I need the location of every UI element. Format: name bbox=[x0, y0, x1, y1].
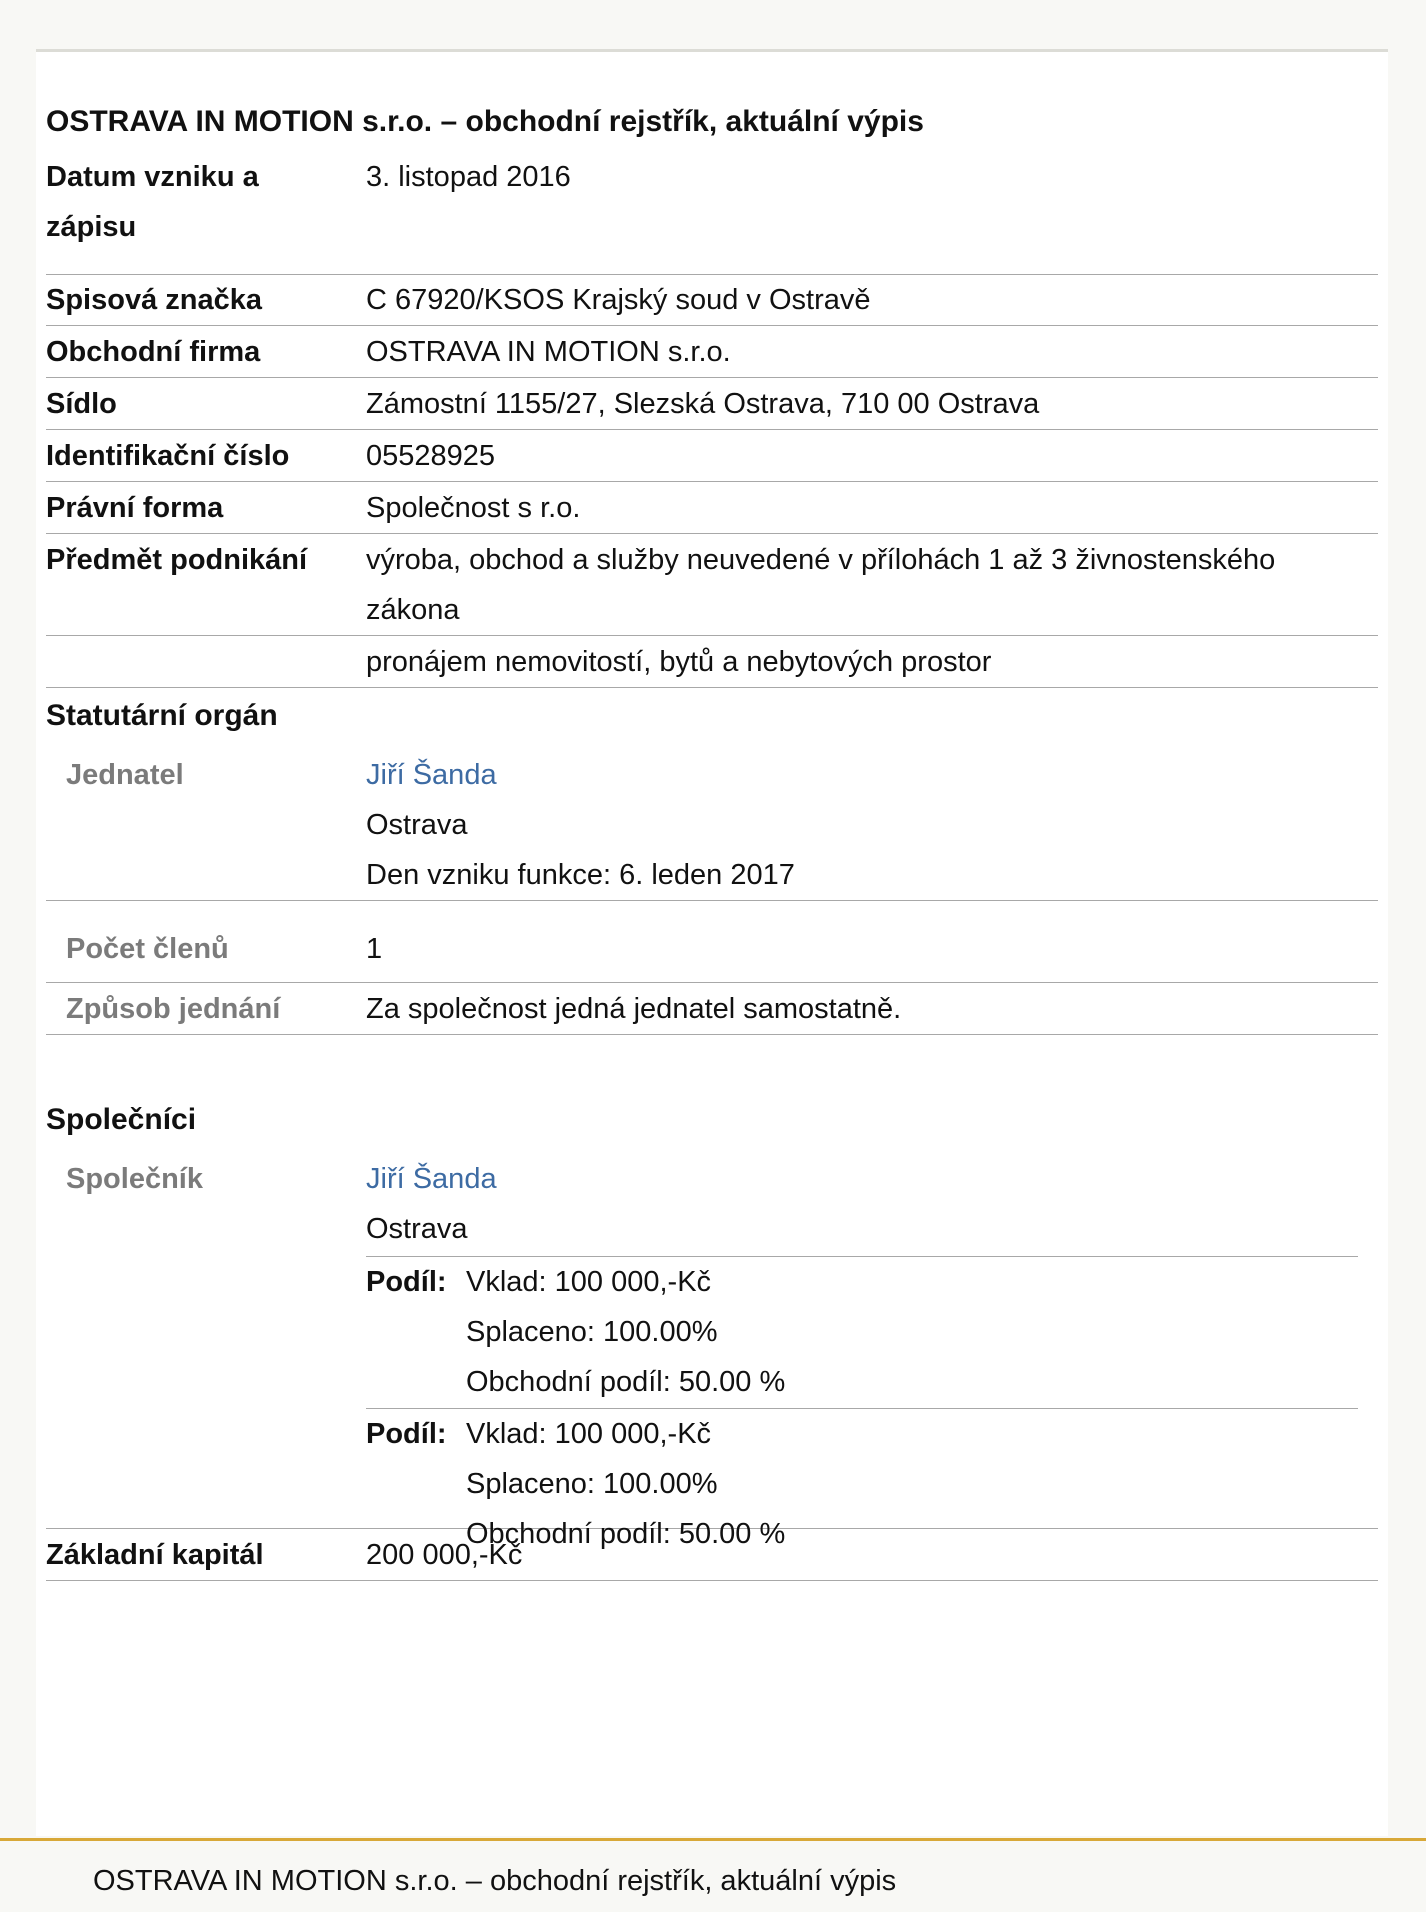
row-date-of-registration bbox=[46, 152, 1378, 275]
row-identification-number bbox=[46, 431, 1378, 482]
row-label: Způsob jednání bbox=[66, 993, 281, 1025]
person-city: Ostrava bbox=[366, 809, 468, 841]
share-block bbox=[366, 1256, 1358, 1407]
share-label: Podíl: bbox=[366, 1418, 447, 1450]
footer-text: OSTRAVA IN MOTION s.r.o. – obchodní rejstřík, aktuální výpis bbox=[93, 1865, 897, 1897]
row-value: 3. listopad 2016 bbox=[366, 161, 571, 193]
row-value bbox=[366, 750, 1366, 900]
person-link[interactable]: Jiří Šanda bbox=[366, 1163, 497, 1195]
share-values: Vklad: 100 000,-Kč Splaceno: 100.00% Obchodní podíl: 50.00 % bbox=[466, 1266, 786, 1398]
row-label: Základní kapitál bbox=[46, 1539, 264, 1571]
row-value: Společnost s r.o. bbox=[366, 492, 581, 524]
row-value: Za společnost jedná jednatel samostatně. bbox=[366, 993, 902, 1025]
row-business-activity-2 bbox=[46, 637, 1378, 688]
row-partner bbox=[46, 1154, 1378, 1550]
row-value: 200 000,-Kč bbox=[366, 1539, 523, 1571]
row-value: OSTRAVA IN MOTION s.r.o. bbox=[366, 336, 731, 368]
row-business-activity bbox=[46, 535, 1378, 636]
person-since: Den vzniku funkce: 6. leden 2017 bbox=[366, 859, 795, 891]
row-label: Sídlo bbox=[46, 388, 117, 420]
row-label: Počet členů bbox=[66, 933, 229, 965]
row-label: Spisová značka bbox=[46, 284, 262, 316]
person-city: Ostrava bbox=[366, 1213, 468, 1245]
row-statutory-director bbox=[46, 750, 1378, 901]
row-value: Zámostní 1155/27, Slezská Ostrava, 710 00 Ostrava bbox=[366, 388, 1040, 420]
section-heading-statutory: Statutární orgán bbox=[46, 699, 278, 732]
register-card bbox=[36, 49, 1388, 1836]
row-file-number bbox=[46, 275, 1378, 326]
row-value: 1 bbox=[366, 933, 383, 965]
row-label: Identifikační číslo bbox=[46, 440, 290, 472]
row-value: pronájem nemovitostí, bytů a nebytových prostor bbox=[366, 646, 992, 678]
row-value bbox=[366, 1154, 1366, 1254]
row-label: Datum vzniku a zápisu bbox=[46, 161, 259, 243]
person-link[interactable]: Jiří Šanda bbox=[366, 759, 497, 791]
row-value: 05528925 bbox=[366, 440, 496, 472]
row-label: Právní forma bbox=[46, 492, 224, 524]
row-label: Obchodní firma bbox=[46, 336, 261, 368]
share-label: Podíl: bbox=[366, 1266, 447, 1298]
row-label: Předmět podnikání bbox=[46, 544, 308, 576]
row-value: C 67920/KSOS Krajský soud v Ostravě bbox=[366, 284, 871, 316]
row-label: Jednatel bbox=[66, 759, 184, 791]
section-heading-partners: Společníci bbox=[46, 1103, 197, 1136]
share-values: Vklad: 100 000,-Kč Splaceno: 100.00% Obchodní podíl: 50.00 % bbox=[466, 1418, 786, 1550]
row-conduct bbox=[46, 984, 1378, 1035]
row-seat bbox=[46, 379, 1378, 430]
row-legal-form bbox=[46, 483, 1378, 534]
row-value: výroba, obchod a služby neuvedené v přílohách 1 až 3 živnostenského zákona bbox=[366, 544, 1276, 626]
page-title: OSTRAVA IN MOTION s.r.o. – obchodní rejstřík, aktuální výpis bbox=[46, 105, 924, 138]
row-label: Společník bbox=[66, 1163, 203, 1195]
row-registered-capital bbox=[46, 1530, 1378, 1581]
footer bbox=[0, 1838, 1426, 1912]
row-business-name bbox=[46, 327, 1378, 378]
row-member-count bbox=[46, 920, 1378, 983]
